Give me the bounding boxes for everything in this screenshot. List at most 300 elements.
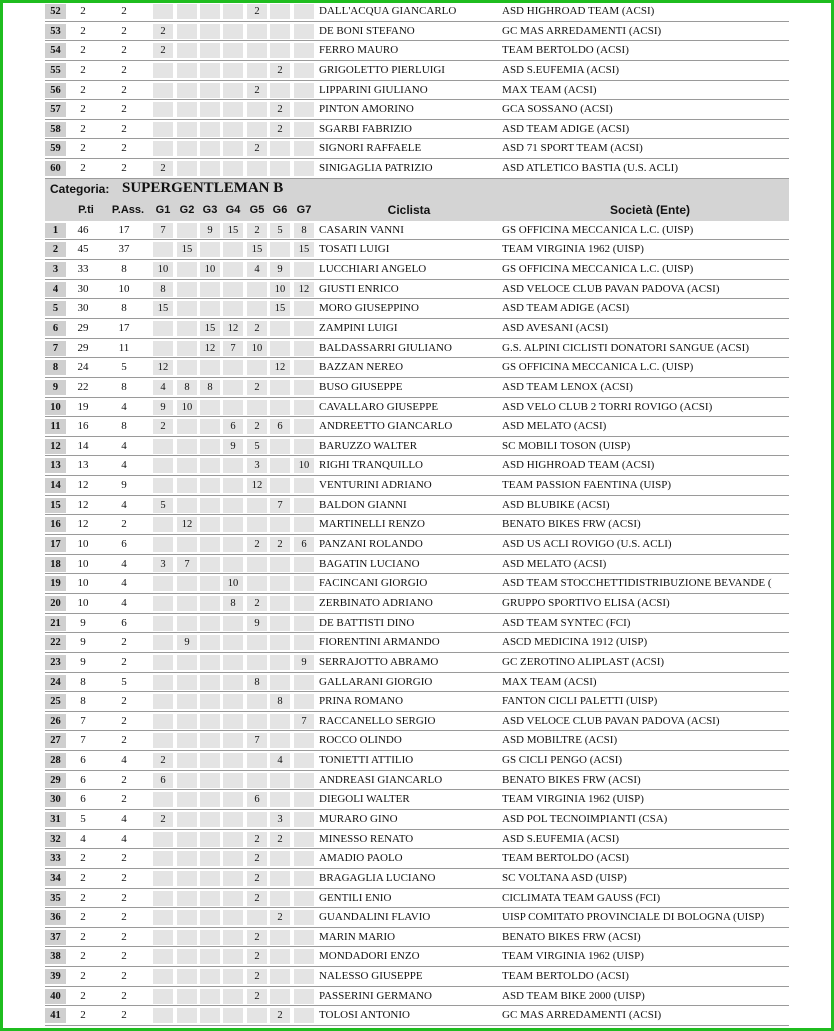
points-cell: 8 [80,675,86,688]
cyclist-name: ZERBINATO ADRIANO [319,596,433,609]
points-cell: 6 [80,754,86,767]
stage-6-cell [270,242,290,257]
cyclist-name: TONIETTI ATTILIO [319,754,414,767]
attendance-cell: 2 [121,989,127,1002]
stage-3-cell [200,949,220,964]
cyclist-name: BARUZZO WALTER [319,439,418,452]
team-name: CICLIMATA TEAM GAUSS (FCI) [502,891,661,904]
cyclist-name: BALDON GIANNI [319,498,407,511]
attendance-cell: 17 [118,321,130,334]
team-name: ASD TEAM SYNTEC (FCI) [502,616,631,629]
points-cell: 2 [80,871,86,884]
table-row [45,139,789,159]
stage-6-cell: 5 [270,223,290,238]
position-cell: 3 [45,262,66,277]
stage-5-cell: 2 [247,223,267,238]
stage-3-cell [200,458,220,473]
stage-6-cell: 2 [270,832,290,847]
stage-1-cell [153,655,173,670]
stage-6-cell [270,733,290,748]
stage-5-cell: 12 [247,478,267,493]
stage-7-cell [294,773,314,788]
position-cell: 9 [45,380,66,395]
position-cell: 16 [45,517,66,532]
col-cyclist: Ciclista [387,202,431,217]
stage-2-cell [177,871,197,886]
cyclist-name: PANZANI ROLANDO [319,538,423,551]
column-header-row [45,201,789,221]
stage-7-cell [294,262,314,277]
stage-1-cell [153,83,173,98]
stage-1-cell [153,969,173,984]
points-cell: 19 [77,400,89,413]
attendance-cell: 2 [121,793,127,806]
stage-7-cell: 12 [294,282,314,297]
table-row [45,437,789,457]
team-name: TEAM BERTOLDO (ACSI) [502,852,629,865]
stage-4-cell [223,4,243,19]
stage-2-cell [177,733,197,748]
cyclist-name: SINIGAGLIA PATRIZIO [319,162,433,175]
stage-4-cell [223,675,243,690]
table-row [45,456,789,476]
position-cell: 37 [45,930,66,945]
stage-2-cell [177,122,197,137]
cyclist-name: BAGATIN LUCIANO [319,557,420,570]
stage-2-cell [177,161,197,176]
stage-3-cell [200,24,220,39]
attendance-cell: 2 [121,636,127,649]
team-name: MAX TEAM (ACSI) [502,83,597,96]
stage-3-cell [200,733,220,748]
stage-1-cell [153,949,173,964]
cyclist-name: MARIN MARIO [319,930,396,943]
attendance-cell: 2 [121,5,127,17]
points-cell: 5 [80,812,86,825]
stage-4-cell [223,969,243,984]
cyclist-name: SERRAJOTTO ABRAMO [319,655,439,668]
stage-1-cell [153,675,173,690]
stage-2-cell [177,24,197,39]
cyclist-name: PINTON AMORINO [319,103,414,116]
stage-4-cell [223,141,243,156]
stage-6-cell [270,341,290,356]
team-name: ASD VELOCE CLUB PAVAN PADOVA (ACSI) [502,282,720,295]
table-row [45,771,789,791]
attendance-cell: 2 [121,44,127,57]
stage-5-cell [247,63,267,78]
stage-3-cell [200,635,220,650]
stage-4-cell [223,498,243,513]
col-points: P.ti [78,203,94,216]
points-cell: 2 [80,911,86,924]
stage-1-cell [153,635,173,650]
team-name: ASD US ACLI ROVIGO (U.S. ACLI) [502,538,672,551]
table-row [45,417,789,437]
stage-2-cell [177,989,197,1004]
team-name: ASCD MEDICINA 1912 (UISP) [502,636,648,649]
position-cell: 52 [45,4,66,19]
stage-1-cell [153,4,173,19]
col-g5: G5 [249,203,265,216]
stage-4-cell [223,380,243,395]
stage-6-cell: 2 [270,1008,290,1023]
cyclist-name: BRAGAGLIA LUCIANO [319,871,436,884]
stage-2-cell: 9 [177,635,197,650]
col-g3: G3 [202,203,218,216]
stage-7-cell: 7 [294,714,314,729]
attendance-cell: 4 [121,557,127,570]
stage-6-cell [270,439,290,454]
stage-5-cell: 2 [247,83,267,98]
stage-2-cell [177,83,197,98]
stage-7-cell [294,122,314,137]
stage-7-cell [294,576,314,591]
stage-3-cell [200,773,220,788]
stage-1-cell [153,102,173,117]
col-g6: G6 [272,203,288,216]
stage-1-cell [153,63,173,78]
team-name: GRUPPO SPORTIVO ELISA (ACSI) [502,596,670,609]
table-row [45,496,789,516]
previous-category-rows [45,2,789,179]
points-cell: 12 [77,518,89,531]
stage-2-cell [177,930,197,945]
team-name: TEAM VIRGINIA 1962 (UISP) [502,243,644,256]
points-cell: 7 [80,714,86,727]
stage-7-cell [294,63,314,78]
stage-3-cell: 15 [200,321,220,336]
stage-6-cell [270,557,290,572]
points-cell: 9 [80,616,86,629]
table-row [45,555,789,575]
attendance-cell: 4 [121,596,127,609]
position-cell: 11 [45,419,66,434]
stage-5-cell [247,655,267,670]
attendance-cell: 2 [121,970,127,983]
team-name: GC ZEROTINO ALIPLAST (ACSI) [502,655,665,668]
stage-7-cell [294,419,314,434]
stage-2-cell [177,596,197,611]
points-cell: 2 [80,122,86,135]
table-row [45,574,789,594]
cyclist-name: FERRO MAURO [319,44,399,57]
stage-5-cell [247,301,267,316]
stage-7-cell [294,102,314,117]
stage-1-cell [153,517,173,532]
stage-4-cell [223,871,243,886]
attendance-cell: 4 [121,812,127,825]
team-name: GC MAS ARREDAMENTI (ACSI) [502,24,662,37]
col-g7: G7 [296,203,312,216]
stage-7-cell [294,301,314,316]
stage-7-cell [294,360,314,375]
position-cell: 56 [45,83,66,98]
stage-5-cell: 2 [247,419,267,434]
cyclist-name: MONDADORI ENZO [319,950,420,963]
position-cell: 32 [45,832,66,847]
points-cell: 8 [80,695,86,708]
stage-7-cell [294,321,314,336]
stage-5-cell: 6 [247,792,267,807]
stage-4-cell [223,891,243,906]
stage-5-cell: 2 [247,321,267,336]
stage-6-cell [270,141,290,156]
stage-3-cell [200,43,220,58]
stage-3-cell [200,122,220,137]
stage-7-cell [294,1008,314,1023]
team-name: TEAM BERTOLDO (ACSI) [502,970,629,983]
stage-6-cell [270,949,290,964]
stage-6-cell [270,83,290,98]
team-name: MAX TEAM (ACSI) [502,675,597,688]
stage-7-cell [294,161,314,176]
cyclist-name: GRIGOLETTO PIERLUIGI [319,63,445,76]
stage-3-cell [200,242,220,257]
attendance-cell: 2 [121,122,127,135]
stage-4-cell [223,930,243,945]
position-cell: 60 [45,161,66,176]
stage-2-cell [177,262,197,277]
position-cell: 13 [45,458,66,473]
stage-4-cell [223,989,243,1004]
stage-3-cell [200,498,220,513]
stage-2-cell [177,891,197,906]
stage-3-cell [200,714,220,729]
stage-1-cell: 4 [153,380,173,395]
stage-3-cell [200,102,220,117]
stage-4-cell [223,851,243,866]
table-row [45,751,789,771]
position-cell: 41 [45,1008,66,1023]
position-cell: 10 [45,400,66,415]
stage-3-cell [200,989,220,1004]
stage-1-cell [153,242,173,257]
team-name: GC MAS ARREDAMENTI (ACSI) [502,1009,662,1022]
position-cell: 58 [45,122,66,137]
stage-3-cell [200,675,220,690]
team-name: SC MOBILI TOSON (UISP) [502,439,631,452]
stage-7-cell: 8 [294,223,314,238]
attendance-cell: 2 [121,871,127,884]
stage-2-cell [177,773,197,788]
stage-1-cell [153,694,173,709]
table-row [45,61,789,81]
stage-4-cell [223,458,243,473]
stage-3-cell [200,616,220,631]
stage-5-cell [247,714,267,729]
stage-7-cell [294,675,314,690]
stage-2-cell: 10 [177,400,197,415]
stage-5-cell [247,400,267,415]
attendance-cell: 4 [121,459,127,472]
stage-2-cell [177,792,197,807]
stage-4-cell [223,616,243,631]
table-row [45,378,789,398]
cyclist-name: BAZZAN NEREO [319,361,404,374]
cyclist-name: RIGHI TRANQUILLO [319,459,423,472]
cyclist-name: SGARBI FABRIZIO [319,122,413,135]
stage-6-cell [270,321,290,336]
stage-1-cell: 6 [153,773,173,788]
attendance-cell: 2 [121,930,127,943]
stage-7-cell [294,753,314,768]
stage-1-cell [153,871,173,886]
stage-3-cell [200,753,220,768]
table-row [45,81,789,101]
attendance-cell: 4 [121,400,127,413]
stage-7-cell [294,4,314,19]
table-row [45,515,789,535]
cyclist-name: MORO GIUSEPPINO [319,302,419,315]
position-cell: 54 [45,43,66,58]
stage-6-cell [270,4,290,19]
position-cell: 53 [45,24,66,39]
cyclist-name: TOSATI LUIGI [319,243,390,256]
points-cell: 12 [77,479,89,492]
team-name: ASD HIGHROAD TEAM (ACSI) [502,5,655,17]
stage-5-cell [247,773,267,788]
cyclist-name: ANDREASI GIANCARLO [319,773,443,786]
stage-5-cell: 10 [247,341,267,356]
stage-1-cell [153,714,173,729]
attendance-cell: 8 [121,263,127,276]
category-rows [45,221,789,1026]
stage-5-cell: 2 [247,891,267,906]
position-cell: 39 [45,969,66,984]
stage-6-cell: 2 [270,910,290,925]
cyclist-name: DE BATTISTI DINO [319,616,415,629]
stage-7-cell [294,341,314,356]
stage-5-cell [247,517,267,532]
stage-7-cell [294,969,314,984]
stage-3-cell: 12 [200,341,220,356]
team-name: ASD ATLETICO BASTIA (U.S. ACLI) [502,162,679,175]
team-name: ASD MOBILTRE (ACSI) [502,734,618,747]
stage-6-cell [270,891,290,906]
stage-4-cell [223,557,243,572]
table-row [45,947,789,967]
stage-2-cell [177,616,197,631]
position-cell: 34 [45,871,66,886]
stage-3-cell [200,930,220,945]
stage-5-cell: 2 [247,141,267,156]
stage-1-cell [153,616,173,631]
stage-5-cell [247,282,267,297]
points-cell: 33 [77,263,89,276]
stage-2-cell [177,537,197,552]
stage-1-cell: 2 [153,161,173,176]
table-row [45,535,789,555]
stage-4-cell [223,792,243,807]
attendance-cell: 2 [121,734,127,747]
stage-3-cell: 9 [200,223,220,238]
stage-1-cell: 2 [153,753,173,768]
cyclist-name: GIUSTI ENRICO [319,282,399,295]
attendance-cell: 4 [121,577,127,590]
table-row [45,614,789,634]
team-name: GS OFFICINA MECCANICA L.C. (UISP) [502,263,694,276]
cyclist-name: PRINA ROMANO [319,695,404,708]
stage-2-cell [177,949,197,964]
stage-4-cell [223,812,243,827]
stage-6-cell [270,635,290,650]
points-cell: 6 [80,793,86,806]
stage-1-cell: 10 [153,262,173,277]
stage-3-cell [200,537,220,552]
stage-3-cell [200,83,220,98]
stage-1-cell: 5 [153,498,173,513]
points-cell: 2 [80,1009,86,1022]
points-cell: 2 [80,63,86,76]
team-name: ASD TEAM LENOX (ACSI) [502,380,633,393]
stage-4-cell [223,43,243,58]
stage-1-cell: 9 [153,400,173,415]
stage-2-cell [177,458,197,473]
stage-6-cell: 2 [270,63,290,78]
attendance-cell: 8 [121,302,127,315]
stage-1-cell [153,439,173,454]
cyclist-name: CAVALLARO GIUSEPPE [319,400,439,413]
stage-5-cell: 2 [247,380,267,395]
team-name: GCA SOSSANO (ACSI) [502,103,613,116]
stage-6-cell [270,989,290,1004]
stage-1-cell [153,122,173,137]
points-cell: 2 [80,930,86,943]
table-row [45,849,789,869]
stage-6-cell: 3 [270,812,290,827]
attendance-cell: 6 [121,538,127,551]
stage-6-cell [270,478,290,493]
stage-3-cell [200,694,220,709]
table-row [45,280,789,300]
cyclist-name: ZAMPINI LUIGI [319,321,398,334]
stage-3-cell [200,419,220,434]
stage-3-cell: 8 [200,380,220,395]
table-row [45,653,789,673]
table-row [45,594,789,614]
stage-7-cell [294,832,314,847]
stage-4-cell [223,262,243,277]
stage-7-cell [294,557,314,572]
position-cell: 35 [45,891,66,906]
stage-6-cell [270,930,290,945]
attendance-cell: 2 [121,1009,127,1022]
stage-3-cell [200,812,220,827]
team-name: GS OFFICINA MECCANICA L.C. (UISP) [502,361,694,374]
col-team: Società (Ente) [609,202,690,217]
position-cell: 30 [45,792,66,807]
team-name: ASD POL TECNOIMPIANTI (CSA) [502,812,668,825]
table-row [45,41,789,61]
stage-4-cell [223,282,243,297]
points-cell: 2 [80,103,86,116]
category-name: SUPERGENTLEMAN B [122,179,284,196]
stage-4-cell [223,102,243,117]
team-name: GS CICLI PENGO (ACSI) [502,754,623,767]
stage-5-cell: 2 [247,969,267,984]
stage-3-cell [200,282,220,297]
attendance-cell: 2 [121,83,127,96]
attendance-cell: 2 [121,162,127,175]
table-row [45,1006,789,1026]
stage-3-cell [200,4,220,19]
stage-2-cell [177,910,197,925]
table-row [45,633,789,653]
stage-6-cell [270,400,290,415]
stage-7-cell: 9 [294,655,314,670]
stage-5-cell: 2 [247,871,267,886]
